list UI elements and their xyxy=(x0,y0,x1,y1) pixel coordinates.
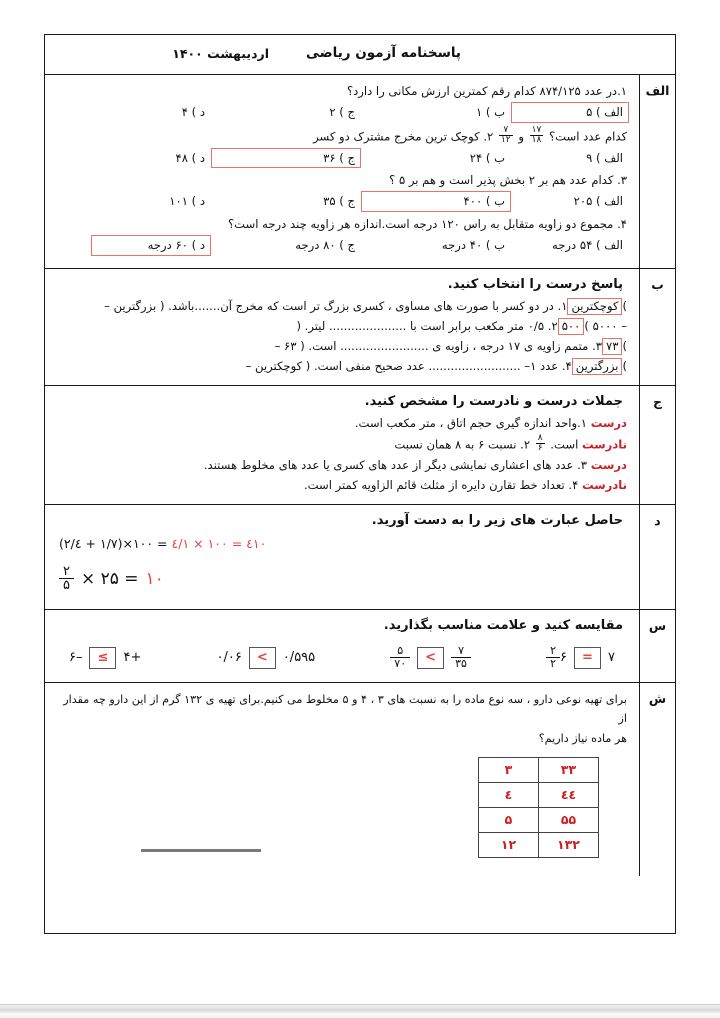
cmp4-sign-box[interactable]: ≤ xyxy=(89,647,116,669)
comparison-4 xyxy=(69,647,141,669)
q2-conjunction: و xyxy=(518,129,524,144)
q3-choice-jim[interactable]: ج ) ۳۵ xyxy=(323,194,355,209)
document-frame xyxy=(44,34,676,934)
section-jim-body xyxy=(45,386,639,504)
cmp2-left-fraction xyxy=(390,645,410,670)
be-item-2-post: – ۵۰۰۰ ) xyxy=(584,318,627,333)
jim-item-4-text: ۴. تعداد خط تقارن دایره از مثلث قائم الزاویه کمتر است. xyxy=(303,477,579,492)
q2-choice-alef[interactable]: الف ) ۹ xyxy=(586,150,623,165)
jim-item-2 xyxy=(55,432,627,455)
q2-choice-jim[interactable]: ج ) ۳۶ xyxy=(211,148,361,169)
section-jim xyxy=(45,386,675,505)
cmp2-right-denominator: ۳۵ xyxy=(451,657,471,670)
viewer-footer-band xyxy=(0,1004,720,1018)
row1-right-cell: ۳۳ xyxy=(539,757,599,782)
jim-item-4-answer: نادرست xyxy=(581,477,627,492)
jim-item-2-answer: نادرست xyxy=(581,437,627,452)
jim-item-4 xyxy=(55,477,627,495)
row4-right-cell: ۱۳۲ xyxy=(539,832,599,857)
be-item-3-answer[interactable]: ۷۳ xyxy=(602,338,622,355)
q2-fraction-1 xyxy=(499,126,513,146)
dal-expr2-operator: × ۲۵ = xyxy=(80,568,139,589)
section-dal-heading: حاصل عبارت های زیر را به دست آورید. xyxy=(371,512,623,528)
table-row xyxy=(479,782,599,807)
shin-question-line-2: هر ماده نیاز داریم؟ xyxy=(538,732,627,746)
q2-frac1-denominator: ۱۲ xyxy=(500,135,511,146)
document-header xyxy=(45,35,675,75)
cmp2-left-denominator: ۷۰ xyxy=(390,657,410,670)
row2-left-cell: ٤ xyxy=(479,782,539,807)
q4-choice-jim[interactable]: ج ) ۸۰ درجه xyxy=(295,238,355,253)
question-4-choices xyxy=(55,235,629,256)
cmp1-left-fraction xyxy=(546,645,560,670)
q2-frac2-numerator: ۱۷ xyxy=(531,124,542,135)
section-label-sin: س xyxy=(639,610,675,682)
q2-frac1-numerator: ۷ xyxy=(503,124,509,135)
section-shin-body xyxy=(45,683,639,875)
be-item-4-post: ) xyxy=(622,358,627,373)
q1-choice-dal[interactable]: د ) ۴ xyxy=(181,104,205,119)
jim-item-2-fraction xyxy=(536,434,545,454)
cmp2-right-fraction xyxy=(451,645,471,670)
section-shin xyxy=(45,683,675,875)
jim-frac-denominator: ۶ xyxy=(537,443,543,454)
q2-text-after: کدام عدد است؟ xyxy=(548,129,627,144)
cmp1-left-denominator: ۲ xyxy=(546,657,560,670)
section-be xyxy=(45,269,675,386)
cmp4-left: ۶– xyxy=(69,650,83,665)
table-row xyxy=(479,807,599,832)
jim-item-1-answer: درست xyxy=(590,415,627,430)
q2-fraction-2 xyxy=(530,126,544,146)
jim-item-2-text: ۲. نسبت ۶ به ۸ همان نسبت xyxy=(394,437,531,452)
comparison-2 xyxy=(390,645,471,670)
be-item-1 xyxy=(55,298,627,316)
q4-choice-alef[interactable]: الف ) ۵۴ درجه xyxy=(552,238,623,253)
row3-left-cell: ۵ xyxy=(479,807,539,832)
dal-expression-1 xyxy=(59,536,629,551)
section-dal xyxy=(45,505,675,610)
cmp3-left: ۰/۰۶ xyxy=(216,650,242,665)
jim-item-3-text: ۳. عدد های اعشاری نمایشی دیگر از عدد های کسری یا عدد های مخلوط هستند. xyxy=(203,457,587,472)
shin-question-line-1: برای تهیه نوعی دارو ، سه نوع ماده را به نسبت های ۳ ، ۴ و ۵ مخلوط می کنیم.برای تهیه ی ۱۳۲ گرم از این دارو چه مقدار از xyxy=(63,693,627,725)
q2-frac2-denominator: ۱۸ xyxy=(531,135,542,146)
section-label-alef: الف xyxy=(639,75,675,268)
q4-choice-dal[interactable]: د ) ۶۰ درجه xyxy=(91,235,211,256)
question-4-text: ۴. مجموع دو زاویه متقابل به راس ۱۲۰ درجه است.اندازه هر زاویه چند درجه است؟ xyxy=(228,217,627,232)
q1-choice-jim[interactable]: ج ) ۲ xyxy=(329,104,355,119)
dal-expression-2 xyxy=(59,565,629,593)
cmp4-right: ۴+ xyxy=(123,650,142,665)
section-be-heading: پاسخ درست را انتخاب کنید. xyxy=(447,276,623,292)
ratio-answer-table xyxy=(478,757,599,858)
dal-expr2-fraction xyxy=(59,565,74,593)
section-dal-body xyxy=(45,505,639,609)
q2-text-before: ۲. کوچک ترین مخرج مشترک دو کسر xyxy=(313,129,494,144)
jim-item-1 xyxy=(55,415,627,433)
be-item-1-post: ) xyxy=(622,298,627,313)
comparison-row xyxy=(55,639,629,674)
jim-frac-numerator: ۸ xyxy=(537,432,543,443)
cmp1-right: ۷ xyxy=(607,650,615,665)
be-item-3-pre: ۳. متمم زاویه ی ۱۷ درجه ، زاویه ی ........................ است. ( ۶۳ – xyxy=(274,338,602,353)
row1-left-cell: ۳ xyxy=(479,757,539,782)
comparison-3 xyxy=(217,647,316,669)
be-item-2 xyxy=(55,318,627,336)
q2-choice-dal[interactable]: د ) ۴۸ xyxy=(175,150,205,165)
exam-date: اردیبهشت ۱۴۰۰ xyxy=(172,46,269,61)
section-sin-body xyxy=(45,610,639,682)
page-title: پاسخنامه آزمون ریاضی xyxy=(305,45,461,61)
dal-expr1-red: ٤/۱ × ۱۰۰ = ٤۱۰ xyxy=(167,535,267,551)
scan-artifact-rule xyxy=(141,849,261,852)
be-item-3-post: ) xyxy=(622,338,627,353)
question-2-choices xyxy=(55,148,629,169)
dal-expr2-numerator: ۲ xyxy=(63,563,70,579)
cmp1-whole: ۶ xyxy=(560,650,567,665)
cmp2-right-numerator: ۷ xyxy=(458,643,464,657)
cmp3-sign-box[interactable]: < xyxy=(249,647,276,669)
section-be-body xyxy=(45,269,639,385)
jim-item-1-text: ۱.واحد اندازه گیری حجم اتاق ، متر مکعب است. xyxy=(354,415,587,430)
section-label-be: ب xyxy=(639,269,675,385)
jim-item-3 xyxy=(55,457,627,475)
be-item-3 xyxy=(55,338,627,356)
cmp1-left-numerator: ۲ xyxy=(550,643,556,657)
be-item-4 xyxy=(55,358,627,376)
cmp2-sign-box[interactable]: < xyxy=(417,647,444,669)
table-row xyxy=(479,757,599,782)
question-3-choices xyxy=(55,191,629,212)
dal-expr1-black: (۲/٤ + ۱/۷)×۱۰۰ = xyxy=(59,535,168,551)
jim-item-2-mid: است. xyxy=(550,437,579,452)
q3-choice-be[interactable]: ب ) ۴۰۰ xyxy=(361,191,511,212)
section-label-shin: ش xyxy=(639,683,675,875)
cmp1-sign-box[interactable]: = xyxy=(574,647,601,669)
q2-choice-be[interactable]: ب ) ۲۴ xyxy=(469,150,505,165)
cmp1-left-mixed xyxy=(546,645,567,670)
be-item-2-answer[interactable]: ۵۰۰ xyxy=(558,318,585,335)
q1-choice-alef[interactable]: الف ) ۵ xyxy=(511,102,629,123)
section-label-jim: ج xyxy=(639,386,675,504)
row3-right-cell: ۵۵ xyxy=(539,807,599,832)
row2-right-cell: ٤٤ xyxy=(539,782,599,807)
be-item-2-pre: ۲. ۰/۵ متر مکعب برابر است با ..................... لیتر. ( xyxy=(296,318,558,333)
be-item-4-answer[interactable]: بزرگترین xyxy=(572,358,623,375)
question-2-text xyxy=(55,124,627,147)
table-row xyxy=(479,832,599,857)
dal-expr2-result: ۱۰ xyxy=(145,568,164,589)
section-alef xyxy=(45,75,675,269)
dal-expr2-denominator: ۵ xyxy=(59,578,74,593)
q4-choice-be[interactable]: ب ) ۴۰ درجه xyxy=(441,238,505,253)
be-item-4-pre: ۴. عدد ۱– ......................... عدد صحیح منفی است. ( کوچکترین – xyxy=(245,358,572,373)
section-sin-heading: مقایسه کنید و علامت مناسب بگذارید. xyxy=(383,617,623,633)
q3-choice-alef[interactable]: الف ) ۲۰۵ xyxy=(573,194,623,209)
section-label-dal: د xyxy=(639,505,675,609)
question-1-text: ۱.در عدد ۸۷۴/۱۲۵ کدام رقم کمترین ارزش مکانی را دارد؟ xyxy=(346,84,627,98)
section-jim-heading: جملات درست و نادرست را مشخص کنید. xyxy=(364,393,623,409)
cmp3-right: ۰/۵۹۵ xyxy=(282,650,316,665)
cmp2-left-numerator: ۵ xyxy=(397,643,404,657)
be-item-1-answer[interactable]: کوچکترین xyxy=(567,298,622,315)
question-3-text: ۳. کدام عدد هم بر ۲ بخش پذیر است و هم بر ۵ ؟ xyxy=(389,173,627,188)
row4-left-cell: ۱۲ xyxy=(479,832,539,857)
jim-item-3-answer: درست xyxy=(590,457,627,472)
be-item-1-pre: ۱. در دو کسر با صورت های مساوی ، کسری بزرگ تر است که مخرج آن.......باشد. ( بزرگترین – xyxy=(104,298,568,313)
comparison-1 xyxy=(546,645,615,670)
q3-choice-dal[interactable]: د ) ۱۰۱ xyxy=(169,194,205,209)
section-alef-body xyxy=(45,75,639,268)
question-1-choices xyxy=(55,102,629,123)
section-sin xyxy=(45,610,675,683)
q1-choice-be[interactable]: ب ) ۱ xyxy=(475,104,505,119)
